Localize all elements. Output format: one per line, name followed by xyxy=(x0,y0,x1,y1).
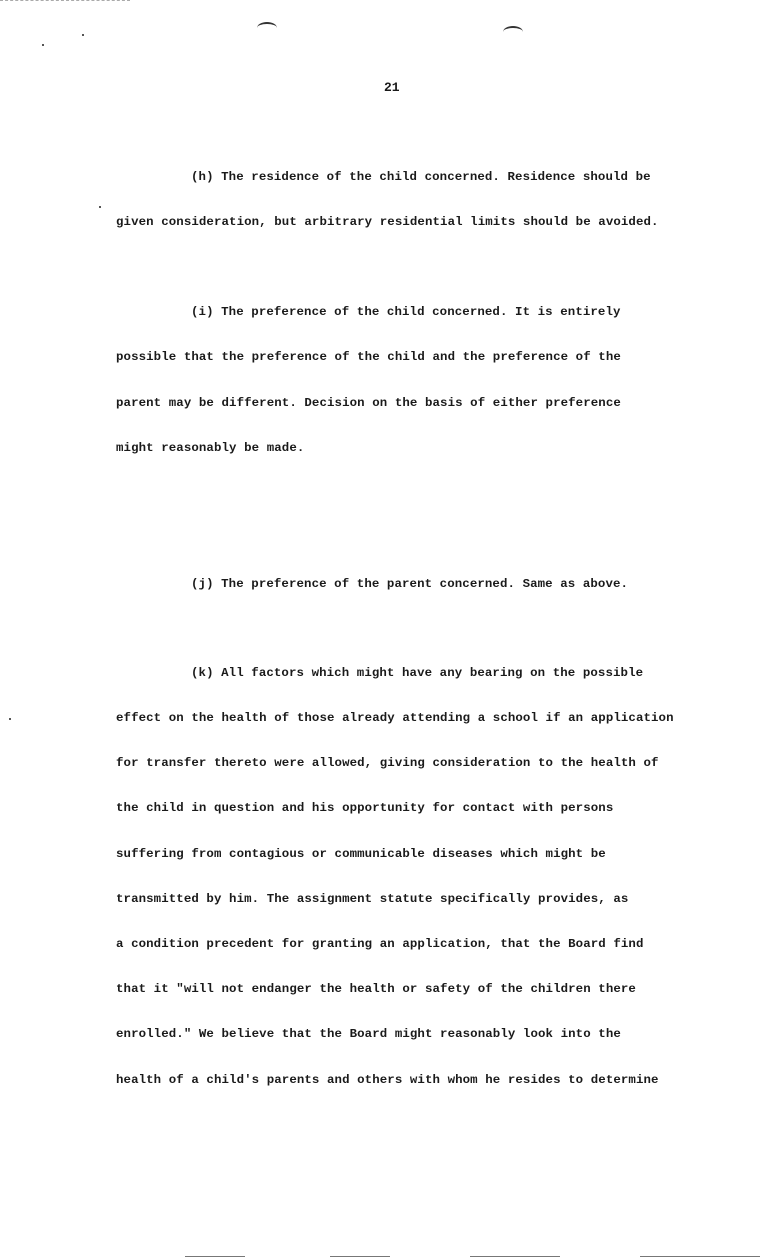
page-number: 21 xyxy=(384,80,400,95)
binder-hole-mark-right xyxy=(503,26,523,38)
paragraph-h-line-2: given consideration, but arbitrary residential limits should be avoided. xyxy=(116,215,659,229)
bottom-edge-mark xyxy=(185,1256,245,1257)
paragraph-j-line-1: (j) The preference of the parent concerned. Same as above. xyxy=(191,577,629,591)
bottom-edge-mark xyxy=(330,1256,390,1257)
top-edge-mark xyxy=(0,0,130,2)
paragraph-k-line-6: transmitted by him. The assignment statute specifically provides, as xyxy=(116,892,629,906)
bottom-edge-mark xyxy=(640,1256,760,1257)
stray-mark xyxy=(9,718,11,720)
paragraph-k-line-3: for transfer thereto were allowed, giving consideration to the health of xyxy=(116,756,659,770)
paragraph-k-line-1: (k) All factors which might have any bearing on the possible xyxy=(191,666,644,680)
paragraph-i-line-3: parent may be different. Decision on the basis of either preference xyxy=(116,396,621,410)
binder-hole-mark-left xyxy=(257,22,277,34)
paragraph-k-line-2: effect on the health of those already attending a school if an application xyxy=(116,711,674,725)
paragraph-k-line-4: the child in question and his opportunity for contact with persons xyxy=(116,801,614,815)
paragraph-k-line-8: that it "will not endanger the health or safety of the children there xyxy=(116,982,636,996)
paragraph-k-line-7: a condition precedent for granting an application, that the Board find xyxy=(116,937,644,951)
paragraph-k-line-5: suffering from contagious or communicable diseases which might be xyxy=(116,847,606,861)
paragraph-h-line-1: (h) The residence of the child concerned. Residence should be xyxy=(191,170,651,184)
stray-mark xyxy=(99,206,101,208)
paragraph-i-line-4: might reasonably be made. xyxy=(116,441,305,455)
paragraph-i-line-1: (i) The preference of the child concerned. It is entirely xyxy=(191,305,621,319)
paragraph-i-line-2: possible that the preference of the child and the preference of the xyxy=(116,350,621,364)
stray-mark xyxy=(42,44,44,46)
paragraph-k-line-9: enrolled." We believe that the Board might reasonably look into the xyxy=(116,1027,621,1041)
paragraph-k-line-10: health of a child's parents and others with whom he resides to determine xyxy=(116,1073,659,1087)
bottom-edge-mark xyxy=(470,1256,560,1257)
stray-mark xyxy=(82,34,84,36)
